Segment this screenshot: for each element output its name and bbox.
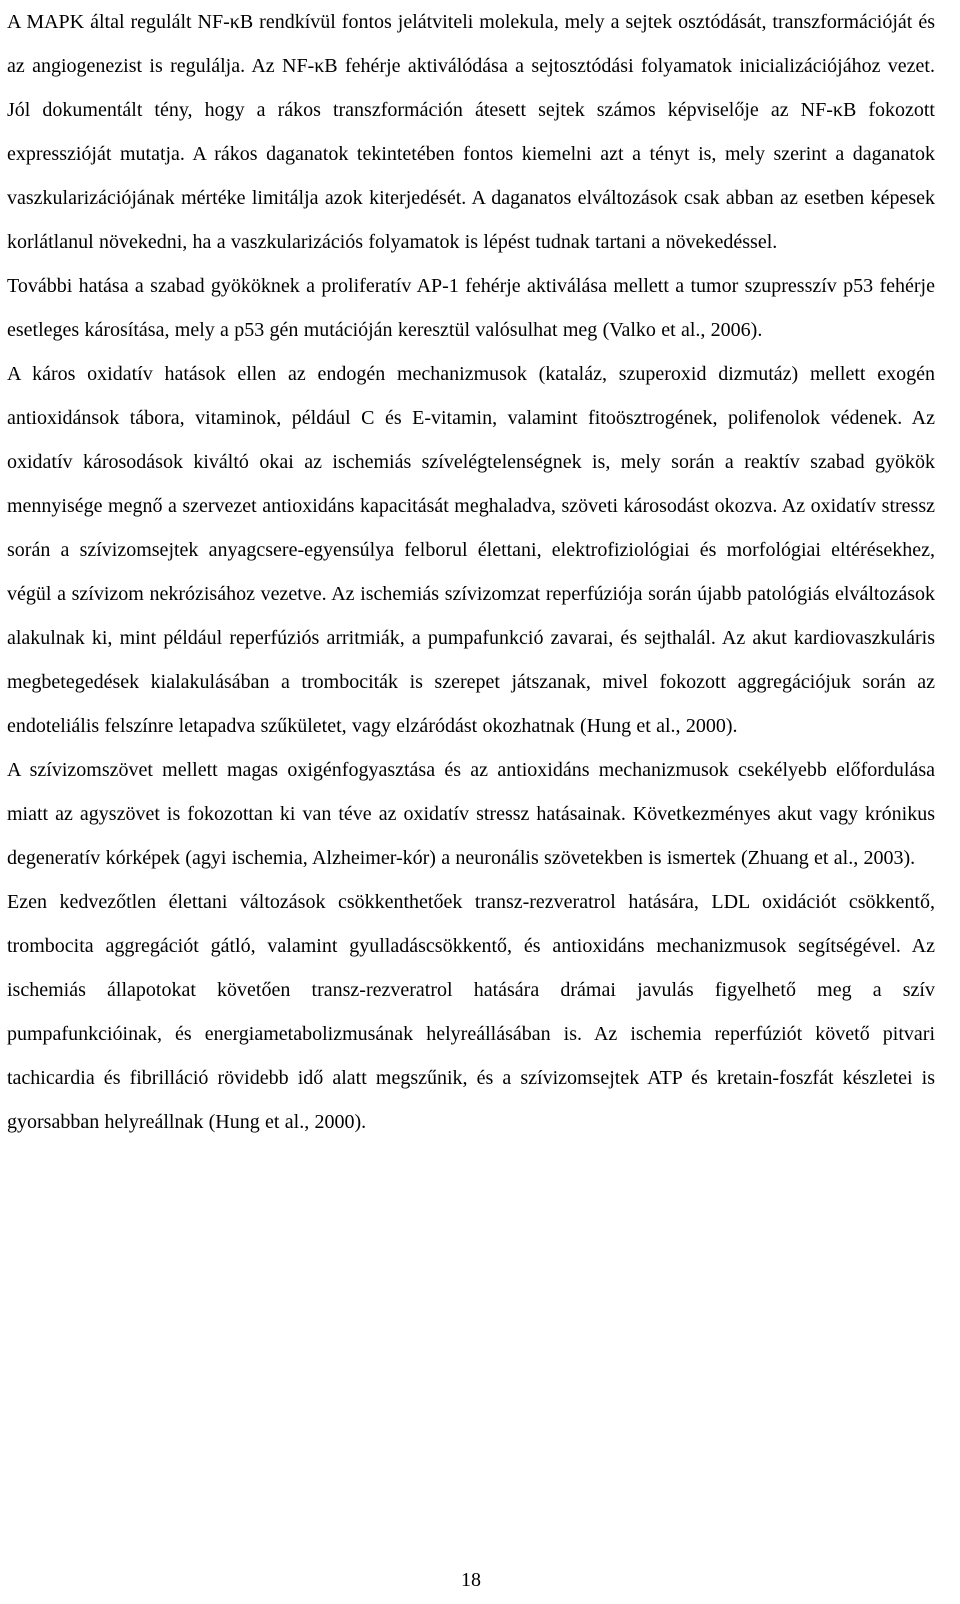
page-number: 18 <box>461 1569 481 1591</box>
paragraph-brain-tissue: A szívizomszövet mellett magas oxigénfogyasztása és az antioxidáns mechanizmusok csekélyebb előfordulása miatt az agyszövet is fokozottan ki van téve az oxidatív stressz hatásainak. Következményes akut vagy krónikus degeneratív kórképek (agyi ischemia, Alzheimer-kór) a neuronális szövetekben is ismertek (Zhuang et al., 2003). <box>7 759 935 869</box>
paragraph-nfkb: A MAPK által regulált NF-κB rendkívül fontos jelátviteli molekula, mely a sejtek osztódását, transzformációját és az angiogenezist is regulálja. Az NF-κB fehérje aktiválódása a sejtosztódási folyamatok inicializációjához vezet. Jól dokumentált tény, hogy a rákos transzformáción átesett sejtek számos képviselője az NF-κB fokozott expresszióját mutatja. A rákos daganatok tekintetében fontos kiemelni azt a tényt is, mely szerint a daganatok vaszkularizációjának mértéke limitálja azok kiterjedését. A daganatos elváltozások csak abban az esetben képesek korlátlanul növekedni, ha a vaszkularizációs folyamatok is lépést tudnak tartani a növekedéssel. <box>7 11 935 253</box>
paragraph-p53: További hatása a szabad gyököknek a proliferatív AP-1 fehérje aktiválása mellett a tumor szupresszív p53 fehérje esetleges károsítása, mely a p53 gén mutációján keresztül valósulhat meg (Valko et al., 2006). <box>7 275 935 341</box>
paragraph-resveratrol: Ezen kedvezőtlen élettani változások csökkenthetőek transz-rezveratrol hatására, LDL oxidációt csökkentő, trombocita aggregációt gátló, valamint gyulladáscsökkentő, és antioxidáns mechanizmusok segítségével. Az ischemiás állapotokat követően transz-rezveratrol hatására drámai javulás figyelhető meg a szív pumpafunkcióinak, és energiametabolizmusának helyreállásában is. Az ischemia reperfúziót követő pitvari tachicardia és fibrilláció rövidebb idő alatt megszűnik, és a szívizomsejtek ATP és kretain-foszfát készletei is gyorsabban helyreállnak (Hung et al., 2000). <box>7 891 935 1133</box>
paragraph-oxidative-damage: A káros oxidatív hatások ellen az endogén mechanizmusok (kataláz, szuperoxid dizmutáz) mellett exogén antioxidánsok tábora, vitaminok, például C és E-vitamin, valamint fitoösztrogének, polifenolok védenek. Az oxidatív károsodások kiváltó okai az ischemiás szívelégtelenségnek is, mely során a reaktív szabad gyökök mennyisége megnő a szervezet antioxidáns kapacitását meghaladva, szöveti károsodást okozva. Az oxidatív stressz során a szívizomsejtek anyagcsere-egyensúlya felborul élettani, elektrofiziológiai és morfológiai eltérésekhez, végül a szívizom nekrózisához vezetve. Az ischemiás szívizomzat reperfúziója során újabb patológiás elváltozások alakulnak ki, mint például reperfúziós arritmiák, a pumpafunkció zavarai, és sejthalál. Az akut kardiovaszkuláris megbetegedések kialakulásában a trombociták is szerepet játszanak, mivel fokozott aggregációjuk során az endoteliális felszínre letapadva szűkületet, vagy elzáródást okozhatnak (Hung et al., 2000). <box>7 363 935 737</box>
document-page <box>7 0 935 1604</box>
